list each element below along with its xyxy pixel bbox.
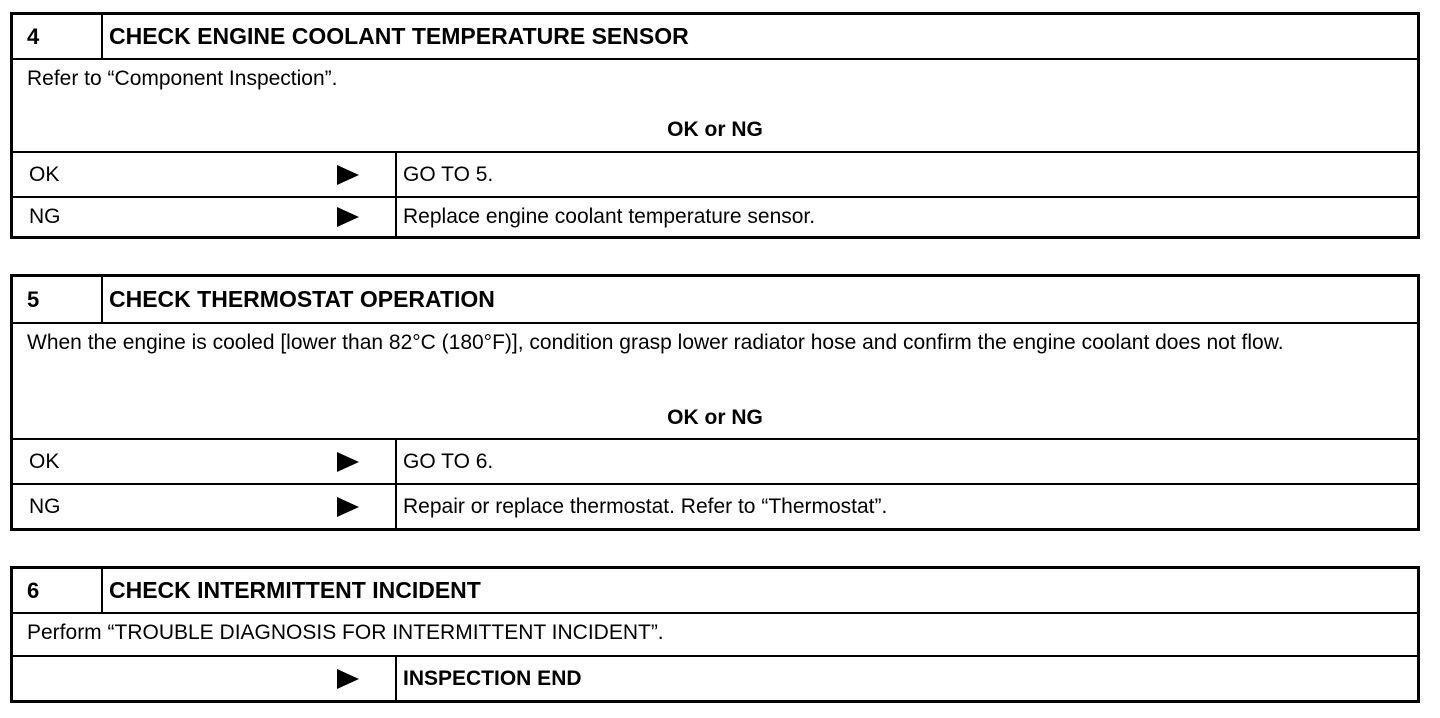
step-description: Perform “TROUBLE DIAGNOSIS FOR INTERMITTENT INCIDENT”. [27, 621, 664, 644]
result-action: GO TO 5. [403, 162, 494, 186]
arrow-right-icon [337, 207, 359, 227]
arrow-right-icon [337, 669, 359, 689]
result-action: Replace engine coolant temperature sensor. [403, 205, 816, 228]
step-body [13, 60, 1417, 153]
step-body [13, 614, 1417, 657]
ok-or-ng-label: OK or NG [667, 406, 763, 429]
step-description: Refer to “Component Inspection”. [27, 67, 338, 90]
step-header [13, 15, 1417, 60]
arrow-right-icon [337, 165, 359, 185]
step-number: 4 [13, 15, 103, 58]
step-title: CHECK ENGINE COOLANT TEMPERATURE SENSOR [109, 23, 689, 49]
result-condition: NG [29, 494, 61, 518]
step-6-block [10, 566, 1420, 703]
step-5-block [10, 274, 1420, 531]
result-row-ok [13, 153, 1417, 198]
step-body [13, 324, 1417, 440]
step-number: 5 [13, 277, 103, 322]
step-description: When the engine is cooled [lower than 82°C (180°F)], condition grasp lower radiator hose and confirm the engine coolant does not flow. [27, 331, 1284, 354]
step-header [13, 277, 1417, 324]
result-condition: NG [29, 205, 61, 228]
step-title: CHECK INTERMITTENT INCIDENT [109, 577, 481, 603]
result-condition: OK [29, 449, 60, 473]
step-4-block [10, 12, 1420, 239]
result-action: Repair or replace thermostat. Refer to “Thermostat”. [403, 494, 888, 518]
step-title: CHECK THERMOSTAT OPERATION [109, 286, 495, 312]
ok-or-ng-label: OK or NG [667, 118, 763, 141]
step-number: 6 [13, 569, 103, 612]
result-row-ng [13, 485, 1417, 528]
result-action: GO TO 6. [403, 449, 494, 473]
arrow-right-icon [337, 452, 359, 472]
result-row-ok [13, 440, 1417, 485]
result-action: INSPECTION END [403, 666, 582, 690]
step-header [13, 569, 1417, 614]
result-row-ng [13, 198, 1417, 236]
result-condition: OK [29, 162, 60, 186]
result-row-end [13, 657, 1417, 700]
arrow-right-icon [337, 497, 359, 517]
